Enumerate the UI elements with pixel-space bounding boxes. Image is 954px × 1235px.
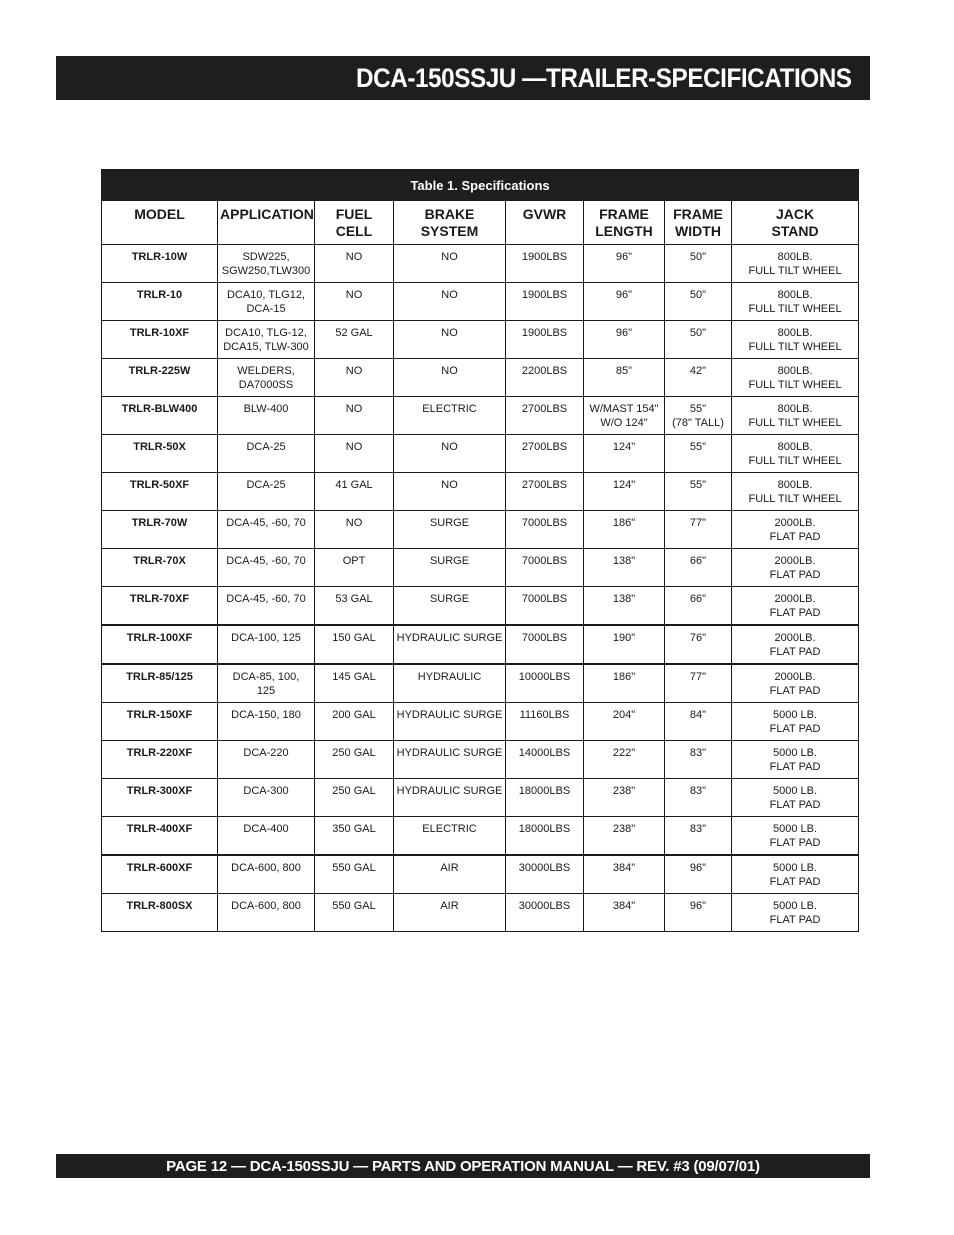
table-cell: 124" — [584, 435, 665, 473]
table-cell: DCA-45, -60, 70 — [218, 549, 315, 587]
model-cell: TRLR-85/125 — [102, 664, 218, 703]
table-cell: 800LB. FULL TILT WHEEL — [732, 283, 859, 321]
table-cell: 800LB. FULL TILT WHEEL — [732, 245, 859, 283]
specifications-table — [101, 169, 859, 932]
table-cell: NO — [315, 511, 394, 549]
table-row — [102, 894, 859, 932]
table-cell: 2700LBS — [506, 435, 584, 473]
table-row — [102, 549, 859, 587]
table-caption: Table 1. Specifications — [102, 170, 859, 201]
table-cell: 7000LBS — [506, 587, 584, 626]
table-cell: SURGE — [394, 511, 506, 549]
table-cell: 7000LBS — [506, 549, 584, 587]
table-cell: 2000LB. FLAT PAD — [732, 511, 859, 549]
model-cell: TRLR-10XF — [102, 321, 218, 359]
table-cell: NO — [315, 245, 394, 283]
table-cell: 800LB. FULL TILT WHEEL — [732, 359, 859, 397]
table-cell: DCA-25 — [218, 473, 315, 511]
table-row — [102, 359, 859, 397]
table-cell: 384" — [584, 855, 665, 894]
table-cell: HYDRAULIC SURGE — [394, 779, 506, 817]
table-cell: 55" — [665, 435, 732, 473]
table-cell: 83" — [665, 779, 732, 817]
table-row — [102, 587, 859, 626]
table-cell: 238" — [584, 817, 665, 856]
table-cell: AIR — [394, 855, 506, 894]
table-cell: 66" — [665, 587, 732, 626]
table-row — [102, 283, 859, 321]
model-cell: TRLR-50XF — [102, 473, 218, 511]
table-cell: 7000LBS — [506, 511, 584, 549]
table-cell: 2000LB. FLAT PAD — [732, 587, 859, 626]
table-cell: 53 GAL — [315, 587, 394, 626]
table-cell: 14000LBS — [506, 741, 584, 779]
column-header: BRAKE SYSTEM — [394, 201, 506, 245]
table-cell: 52 GAL — [315, 321, 394, 359]
table-header-row — [102, 201, 859, 245]
table-cell: NO — [315, 283, 394, 321]
table-cell: DCA-300 — [218, 779, 315, 817]
table-row — [102, 511, 859, 549]
table-cell: 238" — [584, 779, 665, 817]
table-cell: 2000LB. FLAT PAD — [732, 549, 859, 587]
table-row — [102, 473, 859, 511]
table-cell: 55" — [665, 473, 732, 511]
table-cell: 550 GAL — [315, 894, 394, 932]
table-cell: 204" — [584, 703, 665, 741]
table-row — [102, 855, 859, 894]
table-cell: DCA-100, 125 — [218, 625, 315, 664]
table-cell: 42" — [665, 359, 732, 397]
model-cell: TRLR-70X — [102, 549, 218, 587]
table-cell: HYDRAULIC SURGE — [394, 625, 506, 664]
table-cell: 2200LBS — [506, 359, 584, 397]
table-cell: 5000 LB. FLAT PAD — [732, 741, 859, 779]
table-cell: DCA-25 — [218, 435, 315, 473]
table-cell: DCA10, TLG12, DCA-15 — [218, 283, 315, 321]
table-cell: HYDRAULIC — [394, 664, 506, 703]
specifications-table-container — [101, 169, 858, 932]
table-cell: 800LB. FULL TILT WHEEL — [732, 473, 859, 511]
table-cell: 1900LBS — [506, 283, 584, 321]
table-caption-row — [102, 170, 859, 201]
table-cell: 30000LBS — [506, 894, 584, 932]
model-cell: TRLR-BLW400 — [102, 397, 218, 435]
column-header: FRAME LENGTH — [584, 201, 665, 245]
column-header: FRAME WIDTH — [665, 201, 732, 245]
table-body — [102, 245, 859, 932]
table-cell: 2700LBS — [506, 473, 584, 511]
table-cell: DCA-45, -60, 70 — [218, 587, 315, 626]
table-cell: AIR — [394, 894, 506, 932]
table-cell: 190" — [584, 625, 665, 664]
table-cell: 77" — [665, 511, 732, 549]
table-cell: NO — [394, 359, 506, 397]
column-header: GVWR — [506, 201, 584, 245]
table-cell: 96" — [665, 894, 732, 932]
model-cell: TRLR-220XF — [102, 741, 218, 779]
table-cell: 77" — [665, 664, 732, 703]
table-cell: 2000LB. FLAT PAD — [732, 664, 859, 703]
footer-text: PAGE 12 — DCA-150SSJU — PARTS AND OPERATION MANUAL — REV. #3 (09/07/01) — [166, 1157, 760, 1175]
table-row — [102, 664, 859, 703]
table-cell: 800LB. FULL TILT WHEEL — [732, 321, 859, 359]
table-cell: SDW225, SGW250,TLW300 — [218, 245, 315, 283]
table-cell: NO — [394, 473, 506, 511]
table-cell: DCA10, TLG-12, DCA15, TLW-300 — [218, 321, 315, 359]
table-cell: 350 GAL — [315, 817, 394, 856]
table-cell: SURGE — [394, 587, 506, 626]
table-cell: 96" — [584, 245, 665, 283]
table-cell: 800LB. FULL TILT WHEEL — [732, 397, 859, 435]
model-cell: TRLR-10W — [102, 245, 218, 283]
table-row — [102, 245, 859, 283]
model-cell: TRLR-400XF — [102, 817, 218, 856]
table-cell: DCA-220 — [218, 741, 315, 779]
table-cell: 550 GAL — [315, 855, 394, 894]
table-cell: 55" (78" TALL) — [665, 397, 732, 435]
table-cell: NO — [315, 397, 394, 435]
table-cell: 96" — [584, 283, 665, 321]
table-row — [102, 703, 859, 741]
table-cell: DCA-150, 180 — [218, 703, 315, 741]
table-cell: 138" — [584, 549, 665, 587]
table-cell: 800LB. FULL TILT WHEEL — [732, 435, 859, 473]
table-cell: 84" — [665, 703, 732, 741]
table-cell: 5000 LB. FLAT PAD — [732, 779, 859, 817]
table-cell: 124" — [584, 473, 665, 511]
table-cell: NO — [394, 283, 506, 321]
table-cell: 50" — [665, 283, 732, 321]
table-cell: 1900LBS — [506, 321, 584, 359]
table-row — [102, 625, 859, 664]
table-cell: 7000LBS — [506, 625, 584, 664]
column-header: APPLICATION — [218, 201, 315, 245]
model-cell: TRLR-70XF — [102, 587, 218, 626]
table-cell: 150 GAL — [315, 625, 394, 664]
table-cell: 5000 LB. FLAT PAD — [732, 817, 859, 856]
table-cell: 384" — [584, 894, 665, 932]
table-cell: 138" — [584, 587, 665, 626]
model-cell: TRLR-100XF — [102, 625, 218, 664]
column-header: FUEL CELL — [315, 201, 394, 245]
table-cell: 96" — [665, 855, 732, 894]
table-cell: 200 GAL — [315, 703, 394, 741]
table-cell: 41 GAL — [315, 473, 394, 511]
table-cell: OPT — [315, 549, 394, 587]
model-cell: TRLR-70W — [102, 511, 218, 549]
table-row — [102, 397, 859, 435]
table-cell: NO — [394, 245, 506, 283]
table-cell: W/MAST 154" W/O 124" — [584, 397, 665, 435]
table-cell: DCA-600, 800 — [218, 894, 315, 932]
table-cell: 76" — [665, 625, 732, 664]
table-cell: BLW-400 — [218, 397, 315, 435]
table-row — [102, 741, 859, 779]
table-cell: 66" — [665, 549, 732, 587]
table-cell: 83" — [665, 817, 732, 856]
table-cell: 2700LBS — [506, 397, 584, 435]
footer-bar — [56, 1154, 870, 1178]
table-cell: HYDRAULIC SURGE — [394, 741, 506, 779]
table-cell: 50" — [665, 321, 732, 359]
column-header: JACK STAND — [732, 201, 859, 245]
table-row — [102, 321, 859, 359]
table-cell: 145 GAL — [315, 664, 394, 703]
model-cell: TRLR-600XF — [102, 855, 218, 894]
table-cell: 186" — [584, 511, 665, 549]
table-cell: 250 GAL — [315, 779, 394, 817]
table-cell: 18000LBS — [506, 817, 584, 856]
table-cell: 50" — [665, 245, 732, 283]
table-row — [102, 817, 859, 856]
table-cell: NO — [394, 435, 506, 473]
table-cell: ELECTRIC — [394, 817, 506, 856]
table-cell: 222" — [584, 741, 665, 779]
table-cell: 250 GAL — [315, 741, 394, 779]
table-cell: DCA-45, -60, 70 — [218, 511, 315, 549]
table-cell: NO — [394, 321, 506, 359]
table-cell: 5000 LB. FLAT PAD — [732, 703, 859, 741]
table-cell: 5000 LB. FLAT PAD — [732, 894, 859, 932]
model-cell: TRLR-10 — [102, 283, 218, 321]
table-cell: 186" — [584, 664, 665, 703]
model-cell: TRLR-300XF — [102, 779, 218, 817]
table-row — [102, 435, 859, 473]
table-cell: 10000LBS — [506, 664, 584, 703]
model-cell: TRLR-150XF — [102, 703, 218, 741]
table-cell: SURGE — [394, 549, 506, 587]
table-cell: DCA-85, 100, 125 — [218, 664, 315, 703]
table-cell: HYDRAULIC SURGE — [394, 703, 506, 741]
table-cell: 1900LBS — [506, 245, 584, 283]
table-cell: 2000LB. FLAT PAD — [732, 625, 859, 664]
table-cell: 5000 LB. FLAT PAD — [732, 855, 859, 894]
model-cell: TRLR-800SX — [102, 894, 218, 932]
table-cell: 11160LBS — [506, 703, 584, 741]
table-cell: 83" — [665, 741, 732, 779]
table-cell: NO — [315, 435, 394, 473]
column-header: MODEL — [102, 201, 218, 245]
table-cell: 30000LBS — [506, 855, 584, 894]
page-title: DCA-150SSJU —TRAILER-SPECIFICATIONS — [356, 62, 852, 93]
model-cell: TRLR-50X — [102, 435, 218, 473]
table-row — [102, 779, 859, 817]
model-cell: TRLR-225W — [102, 359, 218, 397]
table-cell: 96" — [584, 321, 665, 359]
table-cell: DCA-400 — [218, 817, 315, 856]
table-cell: ELECTRIC — [394, 397, 506, 435]
table-cell: NO — [315, 359, 394, 397]
table-cell: WELDERS, DA7000SS — [218, 359, 315, 397]
title-bar — [56, 56, 870, 100]
table-cell: 18000LBS — [506, 779, 584, 817]
table-cell: DCA-600, 800 — [218, 855, 315, 894]
table-cell: 85" — [584, 359, 665, 397]
